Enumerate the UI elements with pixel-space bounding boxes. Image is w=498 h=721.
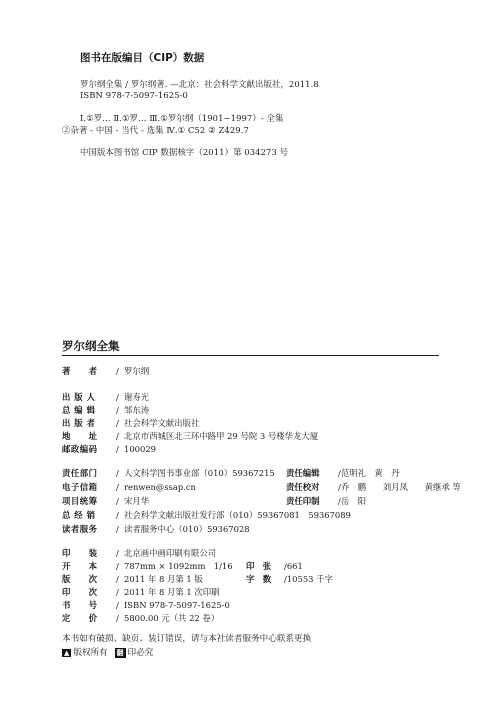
print-row: 定 价 / 5800.00 元（共 22 卷） bbox=[62, 613, 220, 623]
staff-row-label: 项目统筹 bbox=[62, 496, 98, 506]
cip-classification-2: ②杂著 - 中国 - 当代 - 选集 Ⅳ.① C52 ② Z429.7 bbox=[62, 125, 249, 135]
copyright-text-b: 印必究 bbox=[127, 648, 154, 658]
staff-row-label: 总 经 销 bbox=[62, 510, 96, 520]
print-row-label: 定 价 bbox=[62, 613, 98, 623]
staff-row-value: 人文科学图书事业部（010）59367215 bbox=[124, 468, 275, 478]
staff-secondary-label: 责任编辑 bbox=[286, 468, 320, 478]
staff-row-secondary: 责任编辑 /范明礼 黄 丹 bbox=[286, 468, 400, 478]
publisher-row: 邮政编码 / 100029 bbox=[62, 444, 156, 454]
cip-heading: 图书在版编目（CIP）数据 bbox=[80, 52, 205, 64]
publisher-row: 地 址 / 北京市西城区北三环中路甲 29 号院 3 号楼华龙大厦 bbox=[62, 431, 319, 441]
staff-row-label: 电子信箱 bbox=[62, 482, 98, 492]
publisher-row-label: 地 址 bbox=[62, 431, 98, 441]
staff-row-secondary: 责任校对 /乔 鹏 刘月凤 黄继承 等 bbox=[286, 482, 461, 492]
copyright-text-a: 版权所有 bbox=[73, 648, 108, 658]
staff-secondary-value: 范明礼 黄 丹 bbox=[340, 468, 400, 478]
staff-row-value: 读者服务中心（010）59367028 bbox=[124, 524, 250, 534]
print-row: 开 本 / 787mm × 1092mm 1/16 bbox=[62, 561, 233, 571]
publisher-row-value: 谢寿光 bbox=[124, 392, 150, 402]
print-row-label: 开 本 bbox=[62, 561, 98, 571]
author-label: 著 者 bbox=[62, 366, 98, 376]
staff-row: 责任部门 / 人文科学图书事业部（010）59367215 bbox=[62, 468, 275, 478]
staff-row-value: 社会科学文献出版社发行部（010）59367081 59367089 bbox=[124, 510, 351, 520]
publisher-row-label: 邮政编码 bbox=[62, 444, 98, 454]
cip-isbn: ISBN 978-7-5097-1625-0 bbox=[80, 90, 188, 100]
staff-row: 总 经 销 / 社会科学文献出版社发行部（010）59367081 59367089 bbox=[62, 510, 351, 520]
print-row-value: 787mm × 1092mm 1/16 bbox=[124, 561, 233, 571]
print-row-value: 2011 年 8 月第 1 次印刷 bbox=[124, 587, 220, 597]
cip-line-1: 罗尔纲全集 / 罗尔纲著. —北京：社会科学文献出版社，2011.8 bbox=[80, 79, 319, 89]
print-row: 版 次 / 2011 年 8 月第 1 版 bbox=[62, 574, 203, 584]
print-row-label: 版 次 bbox=[62, 574, 98, 584]
print-row-value: 5800.00 元（共 22 卷） bbox=[124, 613, 220, 623]
print-row-secondary: 字 数 /10553 千字 bbox=[246, 574, 333, 584]
replacement-notice: 本书如有破损、缺页、装订错误，请与本社读者服务中心联系更换 bbox=[62, 634, 312, 644]
publisher-row-label: 出 版 人 bbox=[62, 392, 96, 402]
staff-row-value: 宋月华 bbox=[124, 496, 150, 506]
staff-row: 项目统筹 / 宋月华 bbox=[62, 496, 150, 506]
warning-triangle-icon: ▲ bbox=[64, 649, 70, 657]
author-value: 罗尔纲 bbox=[124, 366, 150, 376]
book-title: 罗尔纲全集 bbox=[62, 339, 120, 353]
publisher-row: 出 版 者 / 社会科学文献出版社 bbox=[62, 418, 200, 428]
staff-secondary-value: 岳 阳 bbox=[340, 496, 366, 506]
staff-row: 读者服务 / 读者服务中心（010）59367028 bbox=[62, 524, 250, 534]
piracy-badge: 翻 bbox=[116, 649, 124, 657]
staff-row-label: 读者服务 bbox=[62, 524, 98, 534]
publisher-row-label: 总 编 辑 bbox=[62, 405, 96, 415]
print-secondary-value: 10553 千字 bbox=[286, 574, 333, 584]
staff-row-label: 责任部门 bbox=[62, 468, 98, 478]
publisher-row-value: 北京市西城区北三环中路甲 29 号院 3 号楼华龙大厦 bbox=[124, 431, 319, 441]
staff-secondary-value: 乔 鹏 刘月凤 黄继承 等 bbox=[340, 482, 461, 492]
print-row-value: ISBN 978-7-5097-1625-0 bbox=[124, 600, 230, 610]
print-secondary-label: 字 数 bbox=[246, 574, 272, 584]
title-rule bbox=[62, 355, 439, 356]
publisher-row: 出 版 人 / 谢寿光 bbox=[62, 392, 150, 402]
print-row: 印 次 / 2011 年 8 月第 1 次印刷 bbox=[62, 587, 220, 597]
print-secondary-label: 印 张 bbox=[246, 561, 272, 571]
author-row: 著 者 / 罗尔纲 bbox=[62, 366, 150, 376]
publisher-row-value: 100029 bbox=[124, 444, 156, 454]
publisher-row-value: 社会科学文献出版社 bbox=[124, 418, 200, 428]
print-row-label: 印 次 bbox=[62, 587, 98, 597]
print-row-value: 北京画中画印刷有限公司 bbox=[124, 548, 217, 558]
print-secondary-value: 661 bbox=[286, 561, 303, 571]
staff-secondary-label: 责任印制 bbox=[286, 496, 320, 506]
publisher-row: 总 编 辑 / 邹东涛 bbox=[62, 405, 150, 415]
staff-row-secondary: 责任印制 /岳 阳 bbox=[286, 496, 366, 506]
print-row-label: 印 装 bbox=[62, 548, 98, 558]
staff-row: 电子信箱 / renwen@ssap.cn bbox=[62, 482, 196, 492]
print-row: 书 号 / ISBN 978-7-5097-1625-0 bbox=[62, 600, 230, 610]
print-row-label: 书 号 bbox=[62, 600, 98, 610]
publisher-row-value: 邹东涛 bbox=[124, 405, 150, 415]
staff-row-value: renwen@ssap.cn bbox=[124, 482, 196, 492]
print-row-secondary: 印 张 /661 bbox=[246, 561, 303, 571]
print-row: 印 装 / 北京画中画印刷有限公司 bbox=[62, 548, 217, 558]
cip-data-number: 中国版本图书馆 CIP 数据核字（2011）第 034273 号 bbox=[80, 147, 289, 157]
copyright-notice bbox=[62, 646, 153, 658]
publisher-row-label: 出 版 者 bbox=[62, 418, 96, 428]
print-row-value: 2011 年 8 月第 1 版 bbox=[124, 574, 203, 584]
cip-classification-1: Ⅰ.①罗… Ⅱ.①罗… Ⅲ.①罗尔纲（1901~1997）- 全集 bbox=[80, 113, 284, 123]
staff-secondary-label: 责任校对 bbox=[286, 482, 320, 492]
